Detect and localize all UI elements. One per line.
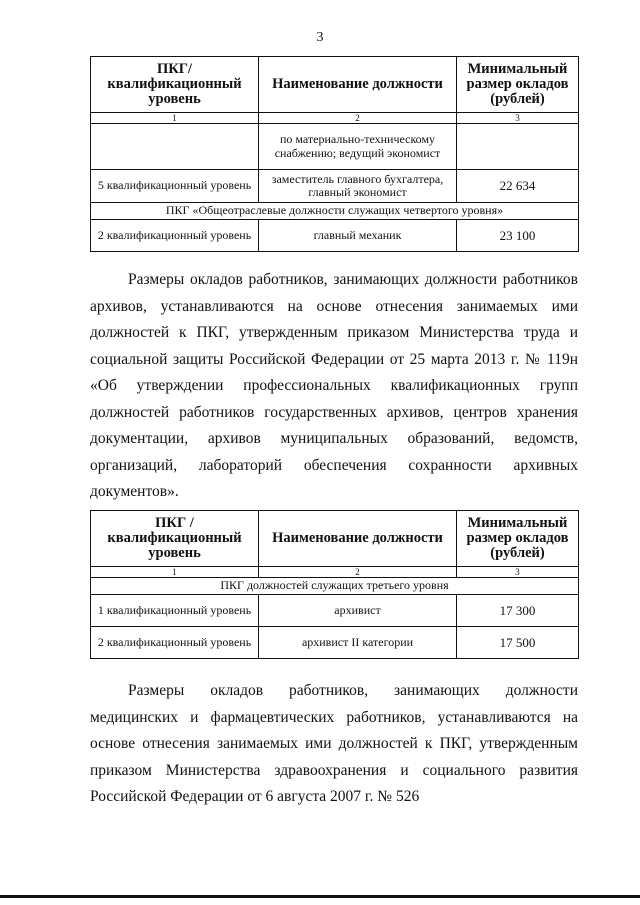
- column-number: 3: [457, 567, 579, 578]
- paragraph-archives: Размеры окладов работников, занимающих должности работников архивов, устанавливаются на основе отнесения занимаемых ими должностей к ПКГ, утвержденным приказом Министерства труда и социальной защиты Российской Федерации от 25 марта 2013 г. № 119н «Об утверждении профессиональных квалификационных групп должностей работников государственных архивов, центров хранения документации, архивов муниципальных образований, ведомств, организаций, лабораторий обеспечения сохранности архивных документов».: [90, 271, 578, 500]
- table-row: [91, 595, 579, 627]
- cell-salary: 23 100: [457, 220, 579, 252]
- cell-level: 2 квалификационный уровень: [91, 627, 259, 659]
- table-row: [91, 170, 579, 203]
- column-number: 2: [259, 113, 457, 124]
- cell-level: 1 квалификационный уровень: [91, 595, 259, 627]
- page-number: 3: [316, 30, 324, 45]
- cell-salary: [457, 124, 579, 170]
- cell-position: главный механик: [259, 220, 457, 252]
- bottom-rule: [0, 895, 640, 898]
- group-header-row: [91, 578, 579, 595]
- header-salary: Минимальный размер окладов (рублей): [457, 511, 579, 567]
- header-position: Наименование должности: [259, 511, 457, 567]
- table-row: [91, 124, 579, 170]
- cell-position: заместитель главного бухгалтера, главный экономист: [259, 170, 457, 203]
- cell-salary: 17 300: [457, 595, 579, 627]
- cell-level: [91, 124, 259, 170]
- column-number: 1: [91, 113, 259, 124]
- cell-salary: 17 500: [457, 627, 579, 659]
- group-header: ПКГ «Общеотраслевые должности служащих четвертого уровня»: [91, 203, 579, 220]
- table-header-row: [91, 57, 579, 113]
- column-number: 3: [457, 113, 579, 124]
- column-number-row: [91, 567, 579, 578]
- table-row: [91, 627, 579, 659]
- column-number-row: [91, 113, 579, 124]
- header-level: ПКГ/ квалификационный уровень: [91, 57, 259, 113]
- cell-level: 2 квалификационный уровень: [91, 220, 259, 252]
- salary-table-general: [90, 56, 579, 252]
- salary-table-archives: [90, 510, 579, 659]
- header-level: ПКГ / квалификационный уровень: [91, 511, 259, 567]
- paragraph-medical: Размеры окладов работников, занимающих должности медицинских и фармацевтических работников, устанавливаются на основе отнесения занимаемых ими должностей к ПКГ, утвержденным приказом Министерства здравоохранения и социального развития Российской Федерации от 6 августа 2007 г. № 526: [90, 682, 578, 805]
- cell-salary: 22 634: [457, 170, 579, 203]
- column-number: 2: [259, 567, 457, 578]
- cell-position: по материально-техническому снабжению; ведущий экономист: [259, 124, 457, 170]
- cell-level: 5 квалификационный уровень: [91, 170, 259, 203]
- group-header-row: [91, 203, 579, 220]
- cell-position: архивист II категории: [259, 627, 457, 659]
- table-row: [91, 220, 579, 252]
- header-position: Наименование должности: [259, 57, 457, 113]
- group-header: ПКГ должностей служащих третьего уровня: [91, 578, 579, 595]
- header-salary: Минимальный размер окладов (рублей): [457, 57, 579, 113]
- cell-position: архивист: [259, 595, 457, 627]
- table-header-row: [91, 511, 579, 567]
- column-number: 1: [91, 567, 259, 578]
